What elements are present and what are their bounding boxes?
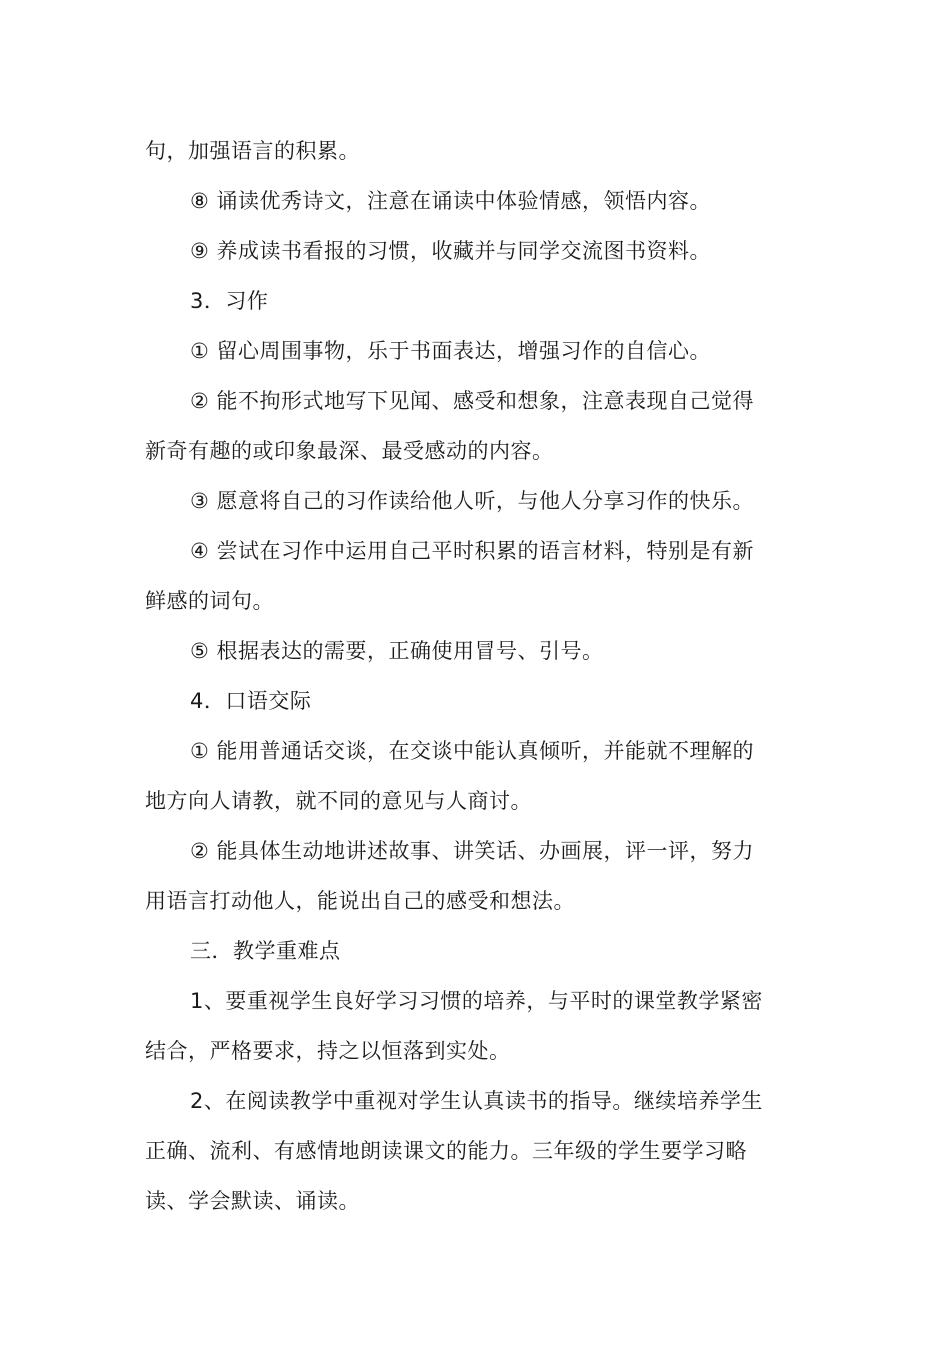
text-line: ⑨ 养成读书看报的习惯，收藏并与同学交流图书资料。	[190, 239, 711, 263]
text-line: ③ 愿意将自己的习作读给他人听，与他人分享习作的快乐。	[190, 489, 754, 513]
text-line: ⑤ 根据表达的需要，正确使用冒号、引号。	[190, 639, 604, 663]
text-line: 1、要重视学生良好学习习惯的培养，与平时的课堂教学紧密	[190, 989, 763, 1013]
section-heading: 三．教学重难点	[190, 939, 341, 963]
document-body	[145, 126, 810, 1226]
text-line: 结合，严格要求，持之以恒落到实处。	[145, 1039, 511, 1063]
text-line: ② 能不拘形式地写下见闻、感受和想象，注意表现自己觉得	[190, 389, 754, 413]
text-line: ④ 尝试在习作中运用自己平时积累的语言材料，特别是有新	[190, 539, 754, 563]
text-line: 正确、流利、有感情地朗读课文的能力。三年级的学生要学习略	[145, 1139, 747, 1163]
text-line: 2、在阅读教学中重视对学生认真读书的指导。继续培养学生	[190, 1089, 763, 1113]
text-line: 新奇有趣的或印象最深、最受感动的内容。	[145, 439, 554, 463]
text-line: ① 能用普通话交谈，在交谈中能认真倾听，并能就不理解的	[190, 739, 754, 763]
text-line: 读、学会默读、诵读。	[145, 1189, 360, 1213]
text-line: 地方向人请教，就不同的意见与人商讨。	[145, 789, 532, 813]
text-line: ② 能具体生动地讲述故事、讲笑话、办画展，评一评，努力	[190, 839, 754, 863]
section-heading: 4．口语交际	[190, 689, 312, 713]
text-line: 句，加强语言的积累。	[145, 139, 360, 163]
text-line: ① 留心周围事物，乐于书面表达，增强习作的自信心。	[190, 339, 711, 363]
text-line: 鲜感的词句。	[145, 589, 274, 613]
section-heading: 3．习作	[190, 289, 269, 313]
text-line: 用语言打动他人，能说出自己的感受和想法。	[145, 889, 575, 913]
text-line: ⑧ 诵读优秀诗文，注意在诵读中体验情感，领悟内容。	[190, 189, 711, 213]
